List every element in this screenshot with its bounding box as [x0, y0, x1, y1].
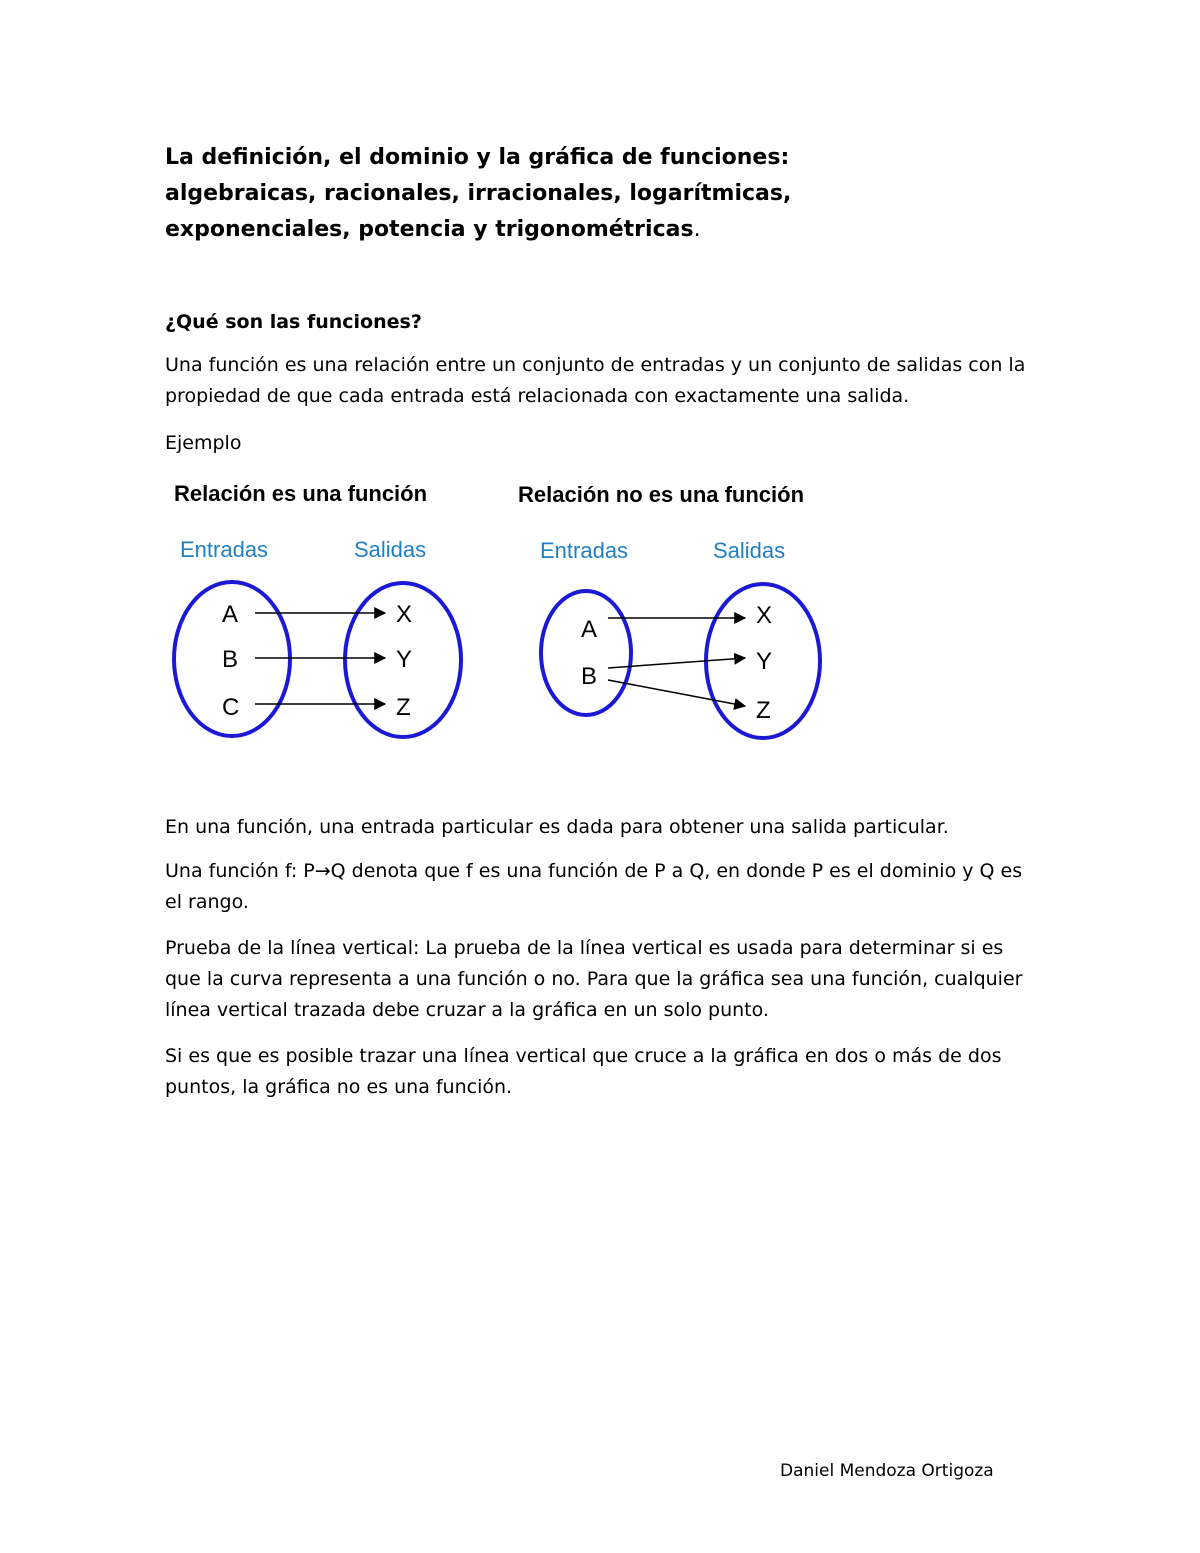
inputs-label: Entradas: [540, 538, 629, 563]
inputs-ellipse: [541, 591, 631, 715]
diagram-title: Relación es una función: [174, 481, 428, 506]
non-function-diagram: [505, 470, 855, 750]
outputs-label: Salidas: [713, 538, 786, 563]
arrow-b-z: [608, 680, 745, 706]
input-a: A: [222, 601, 239, 628]
footer-author: Daniel Mendoza Ortigoza: [780, 1461, 994, 1481]
outputs-label: Salidas: [354, 537, 427, 562]
inputs-label: Entradas: [180, 537, 269, 562]
function-diagram-svg: [160, 470, 480, 750]
document-title: [165, 140, 1065, 248]
diagram-title: Relación no es una función: [518, 482, 805, 507]
example-label: Ejemplo: [165, 432, 242, 454]
title-line-1: La definición, el dominio y la gráfica de funciones:: [165, 145, 790, 170]
input-b: B: [222, 646, 239, 673]
function-diagram: [160, 470, 480, 750]
function-input-paragraph: En una función, una entrada particular es dada para obtener una salida particular.: [165, 816, 949, 838]
input-a: A: [581, 616, 598, 643]
output-x: X: [756, 602, 773, 629]
output-x: X: [396, 601, 413, 628]
output-y: Y: [756, 648, 773, 675]
notation-paragraph: Una función f: P→Q denota que f es una función de P a Q, en donde P es el dominio y Q es el rango.: [165, 860, 1023, 913]
vertical-line-test-paragraph: Prueba de la línea vertical: La prueba de la línea vertical es usada para determinar si es que la curva representa a una función o no. Para que la gráfica sea una función, cualquier línea vertical trazada debe cruzar a la gráfica en un solo punto.: [165, 937, 1023, 1021]
not-function-paragraph: Si es que es posible trazar una línea vertical que cruce a la gráfica en dos o más de dos puntos, la gráfica no es una función.: [165, 1045, 1002, 1098]
input-c: C: [222, 694, 240, 721]
section-heading: ¿Qué son las funciones?: [165, 311, 422, 333]
output-z: Z: [756, 697, 771, 724]
title-line-2: algebraicas, racionales, irracionales, logarítmicas,: [165, 181, 792, 206]
output-y: Y: [396, 646, 413, 673]
output-z: Z: [396, 694, 411, 721]
non-function-diagram-svg: [505, 470, 855, 750]
definition-paragraph: Una función es una relación entre un conjunto de entradas y un conjunto de salidas con la propiedad de que cada entrada está relacionada con exactamente una salida.: [165, 354, 1026, 407]
title-line-3: exponenciales, potencia y trigonométricas: [165, 217, 694, 242]
title-end: .: [693, 217, 701, 242]
input-b: B: [581, 663, 598, 690]
